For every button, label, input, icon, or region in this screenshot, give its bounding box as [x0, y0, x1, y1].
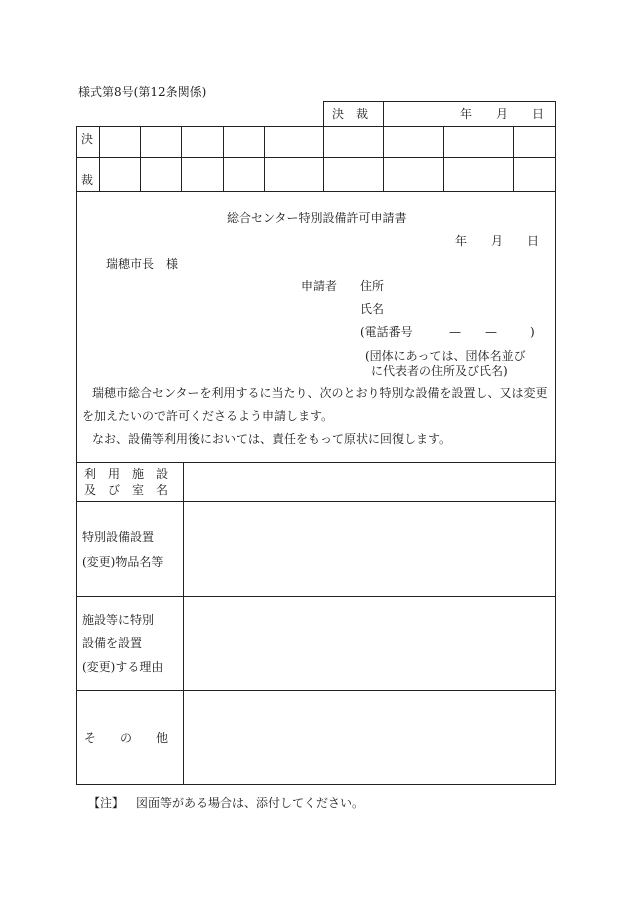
row-facility-label-line-2: 及 び 室 名 [84, 483, 169, 497]
date-year: 年 [455, 234, 468, 248]
approval-year-label: 年 [460, 107, 473, 121]
applicant-address-label: 住所 [360, 279, 385, 293]
row-reason-label-line-3: (変更)する理由 [82, 660, 164, 674]
row-reason-label-line-1: 施設等に特別 [82, 613, 155, 627]
applicant-note-line-2: に代表者の住所及び氏名) [371, 364, 508, 378]
applicant-phone-close: ) [530, 325, 535, 339]
approval-header-label: 決 裁 [332, 107, 369, 121]
applicant-phone-label: (電話番号 [360, 325, 413, 339]
row-other-value[interactable] [184, 691, 555, 784]
row-facility-label-line-1: 利 用 施 設 [84, 467, 169, 481]
applicant-note-line-1: (団体にあっては、団体名並び [365, 349, 526, 363]
body-line-3: なお、設備等利用後においては、責任をもって原状に回復します。 [92, 432, 452, 446]
form-title: 総合センター特別設備許可申請書 [227, 211, 407, 225]
form-number: 様式第8号(第12条関係) [78, 85, 207, 99]
row-equipment-value[interactable] [184, 502, 555, 596]
row-equipment-label-line-2: (変更)物品名等 [82, 555, 164, 569]
footnote-text: 図面等がある場合は、添付してください。 [136, 796, 365, 810]
approval-month-label: 月 [496, 107, 509, 121]
row-reason-value[interactable] [184, 597, 555, 690]
applicant-label: 申請者 [301, 279, 338, 293]
date-month: 月 [491, 234, 504, 248]
row-facility-value[interactable] [184, 463, 555, 501]
row-other-label: そ の 他 [84, 731, 169, 745]
row-reason-label-line-2: 設備を設置 [82, 636, 143, 650]
date-day: 日 [527, 234, 540, 248]
addressee: 瑞穂市長 様 [106, 257, 179, 271]
body-line-1: 瑞穂市総合センターを利用するに当たり、次のとおり特別な設備を設置し、又は変更 [92, 386, 548, 400]
row-equipment-label-line-1: 特別設備設置 [82, 530, 155, 544]
body-line-2: を加えたいので許可くださるよう申請します。 [82, 409, 334, 423]
approval-side-top: 決 [81, 132, 94, 146]
approval-side-bottom: 裁 [81, 173, 94, 187]
applicant-name-label: 氏名 [360, 302, 385, 316]
approval-day-label: 日 [532, 107, 545, 121]
applicant-phone-dash-1: — [449, 325, 461, 339]
footnote-label: 【注】 [88, 796, 125, 810]
applicant-phone-dash-2: — [485, 325, 497, 339]
